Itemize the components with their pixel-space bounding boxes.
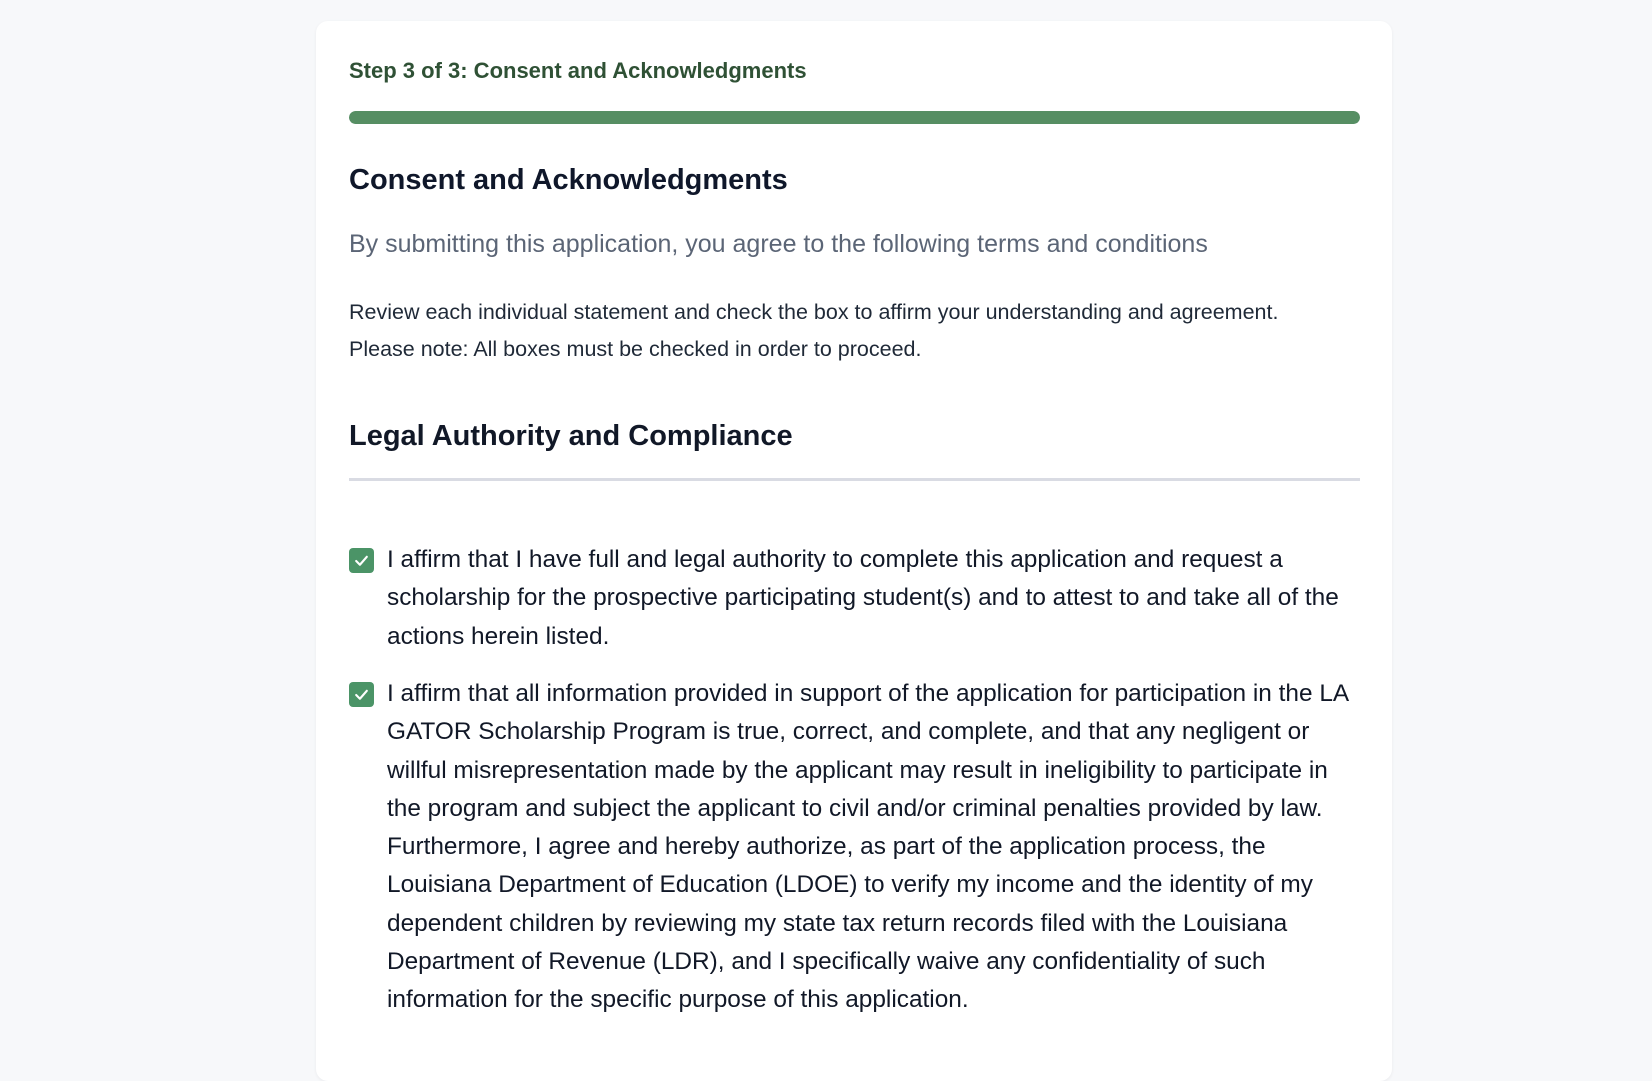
- check-icon: [353, 552, 370, 569]
- section-divider: [349, 478, 1360, 481]
- consent-text: I affirm that all information provided in support of the application for participation in the LA GATOR Scholarship Program is true, correct, and complete, and that any negligent or willful misrepresentation made by the applicant may result in ineligibility to participate in the program and subject the applicant to civil and/or criminal penalties provided by law. Furthermore, I agree and hereby authorize, as part of the application process, the Louisiana Department of Education (LDOE) to verify my income and the identity of my dependent children by reviewing my state tax return records filed with the Louisiana Department of Revenue (LDR), and I specifically waive any confidentiality of such information for the specific purpose of this application.: [387, 680, 1348, 1014]
- consent-text: I affirm that I have full and legal authority to complete this application and request a scholarship for the prospective participating student(s) and to attest to and take all of the actions herein listed.: [387, 546, 1339, 650]
- consent-checkbox[interactable]: [349, 548, 374, 573]
- consent-item: [349, 541, 1360, 656]
- group-title: Legal Authority and Compliance: [349, 420, 793, 452]
- consent-item: [349, 675, 1360, 1020]
- instructions-text: Review each individual statement and check the box to affirm your understanding and agreement. Please note: All boxes must be checked in order to proceed.: [349, 300, 1279, 361]
- section-subtitle: By submitting this application, you agree to the following terms and conditions: [349, 230, 1208, 258]
- progress-bar: [349, 111, 1360, 124]
- progress-bar-fill: [349, 111, 1360, 124]
- section-title: Consent and Acknowledgments: [349, 164, 788, 196]
- application-card: [316, 21, 1392, 1081]
- check-icon: [353, 686, 370, 703]
- consent-checkbox[interactable]: [349, 682, 374, 707]
- step-indicator: Step 3 of 3: Consent and Acknowledgments: [349, 58, 807, 83]
